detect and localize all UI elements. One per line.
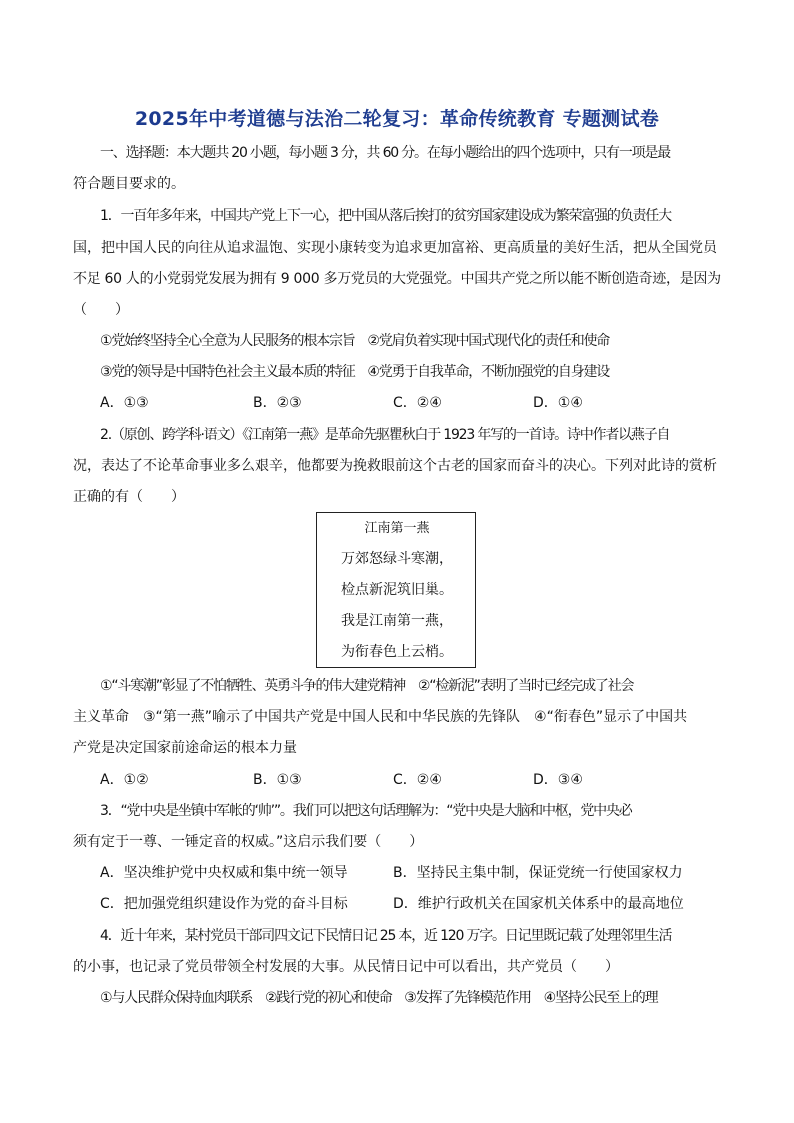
q1-statements: ①党始终坚持全心全意为人民服务的根本宗旨 ②党肩负着实现中国式现代化的责任和使命 [100,333,610,349]
q2-option-a: A．①② [100,772,149,788]
poem-box [316,512,476,668]
q2-stem-cont: 正确的有（ ） [73,489,185,505]
q2-stem-cont: 况，表达了不论革命事业多么艰辛，他都要为挽救眼前这个古老的国家而奋斗的决心。下列对此诗的赏析 [73,458,717,474]
q2-option-d: D．③④ [533,772,583,788]
section-instructions: 一、选择题：本大题共 20 小题，每小题 3 分，共 60 分。在每小题给出的四个选项中，只有一项是最 [100,145,671,161]
page-title: 2025年中考道德与法治二轮复习：革命传统教育 专题测试卷 [134,108,660,130]
q3-stem: 3．“党中央是坐镇中军帐的‘帅’”。我们可以把这句话理解为：“党中央是大脑和中枢，党中央必 [100,803,632,819]
q2-option-c: C．②④ [393,772,442,788]
poem-title: 江南第一燕 [364,521,430,536]
q1-stem-cont: 国，把中国人民的向往从追求温饱、实现小康转变为追求更加富裕、更高质量的美好生活，把从全国党员 [73,240,717,256]
q2-stem: 2.（原创、跨学科·语文）《江南第一燕》是革命先驱瞿秋白于 1923 年写的一首诗。诗中作者以燕子自 [100,427,670,443]
q2-statements: ①“斗寒潮”彰显了不怕牺牲、英勇斗争的伟大建党精神 ②“检新泥”表明了当时已经完成了社会 [100,678,634,694]
q4-stem-cont: 的小事，也记录了党员带领全村发展的大事。从民情日记中可以看出，共产党员（ ） [73,959,619,975]
poem-line: 为衔春色上云梢。 [341,644,453,660]
poem-line: 万郊怒绿斗寒潮， [341,551,453,567]
q4-statements: ①与人民群众保持血肉联系 ②践行党的初心和使命 ③发挥了先锋模范作用 ④坚持公民至上的理 [100,990,658,1006]
section-instructions-cont: 符合题目要求的。 [73,176,185,192]
q1-option-a: A．①③ [100,395,149,411]
q1-option-d: D．①④ [533,395,583,411]
q3-option-a: A．坚决维护党中央权威和集中统一领导 [100,865,348,881]
poem-line: 检点新泥筑旧巢。 [341,582,453,598]
q1-option-c: C．②④ [393,395,442,411]
q1-statements: ③党的领导是中国特色社会主义最本质的特征 ④党勇于自我革命，不断加强党的自身建设 [100,364,610,380]
q4-stem: 4．近十年来，某村党员干部司四文记下民情日记 25 本，近 120 万字。日记里既记载了处理邻里生活 [100,928,672,944]
q3-option-b: B．坚持民主集中制，保证党统一行使国家权力 [393,865,683,881]
q1-stem: 1．一百年多年来，中国共产党上下一心，把中国从落后挨打的贫穷国家建设成为繁荣富强的负责任大 [100,208,671,224]
q1-option-b: B．②③ [253,395,302,411]
q1-answer-blank: （ ） [73,302,129,318]
q3-stem-cont: 须有定于一尊、一锤定音的权威。”这启示我们要（ ） [73,834,424,850]
q2-statements: 主义革命 ③“第一燕”喻示了中国共产党是中国人民和中华民族的先锋队 ④“衔春色”显示了中国共 [73,709,688,725]
q2-option-b: B．①③ [253,772,302,788]
q3-option-d: D．维护行政机关在国家机关体系中的最高地位 [393,896,684,912]
q2-statements: 产党是决定国家前途命运的根本力量 [73,740,297,756]
poem-line: 我是江南第一燕， [341,613,453,629]
q1-stem-cont: 不足 60 人的小党弱党发展为拥有 9 000 多万党员的大党强党。中国共产党之所以能不断创造奇迹，是因为 [73,271,721,287]
q3-option-c: C．把加强党组织建设作为党的奋斗目标 [100,896,348,912]
